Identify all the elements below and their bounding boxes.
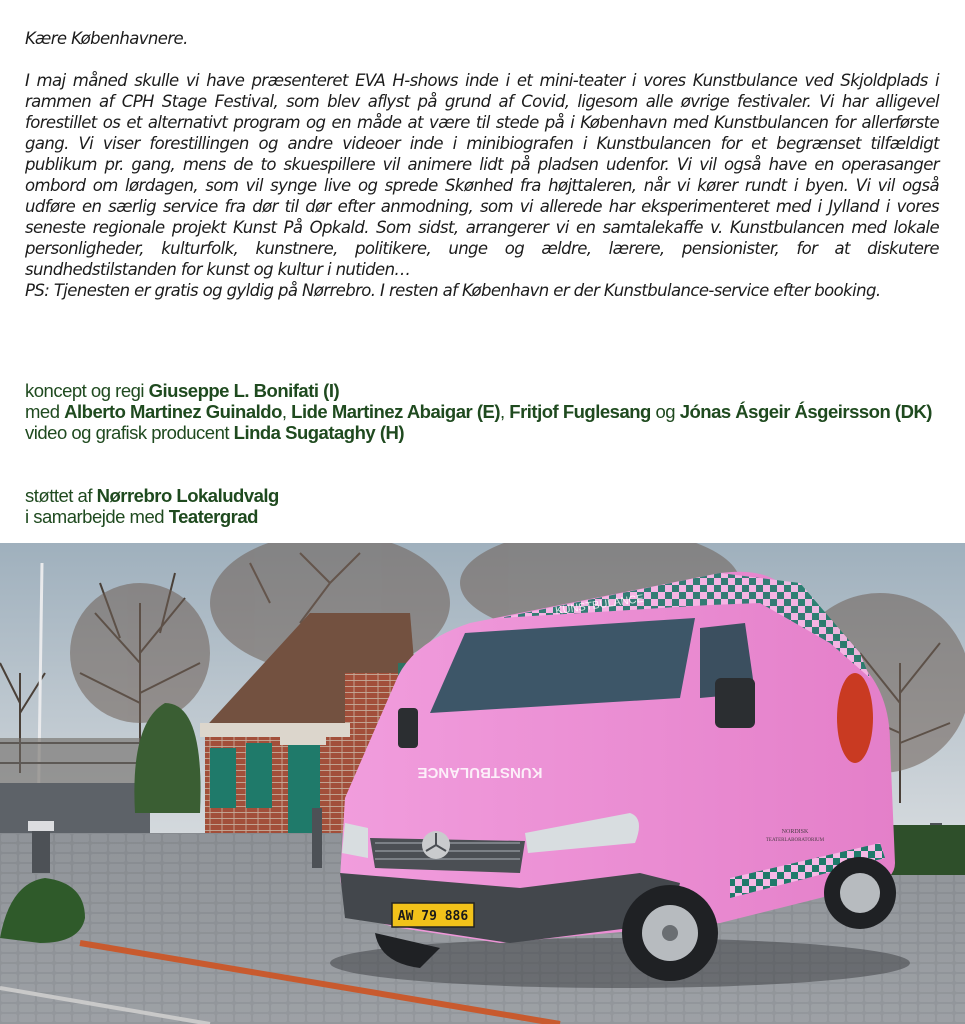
credit-concept: koncept og regi Giuseppe L. Bonifati (I) <box>25 380 340 401</box>
letter <box>25 28 939 301</box>
credit-collab: i samarbejde med Teatergrad <box>25 506 258 527</box>
van-hood-text: KUNSTBULANCE <box>417 764 543 781</box>
credit-concept-name: Giuseppe L. Bonifati (I) <box>148 380 340 401</box>
van-logo <box>837 673 873 763</box>
kunstbulance-photo <box>0 543 965 1024</box>
license-plate-text: AW 79 886 <box>397 909 469 924</box>
van-roof-text: KUNSTBULANCE <box>554 592 645 618</box>
credit-support-name: Nørrebro Lokaludvalg <box>96 485 279 506</box>
headlight-left <box>342 823 368 858</box>
credit-video: video og grafisk producent Linda Sugataghy (H) <box>25 422 405 443</box>
van-door-text-2: TEATERLABORATORIUM <box>765 838 825 843</box>
letter-greeting: Kære Københavnere. <box>25 29 188 48</box>
hedge-right <box>890 825 965 875</box>
side-mirror <box>715 678 755 728</box>
credit-cast-name: Fritjof Fuglesang <box>509 401 651 422</box>
credit-support: støttet af Nørrebro Lokaludvalg <box>25 485 279 506</box>
credit-cast: med Alberto Martinez Guinaldo, Lide Martinez Abaigar (E), Fritjof Fuglesang og Jónas Ásgeir Ásgeirsson (DK) <box>25 401 932 422</box>
credit-video-name: Linda Sugataghy (H) <box>233 422 405 443</box>
fence <box>0 738 150 833</box>
letter-body: I maj måned skulle vi have præsenteret EVA H-shows inde i et mini-teater i vores Kunstbulance ved Skjoldplads i rammen af CPH Stage Festival, som blev aflyst på grund af Covid, ligesom alle øvrige festivaler. Vi har alligevel forestillet os et alternativt program og en måde at være til stede på i København med Kunstbulancen for allerførste gang. Vi viser forestillingen og andre videoer inde i minibiografen i Kunstbulancen for et begrænset tilfældigt publikum pr. gang, mens de to skuespillere vil animere lidt på pladsen udenfor. Vi vil også have en operasanger ombord om lørdagen, som vil synge live og sprede Skønhed fra højttaleren, når vi kører rundt i byen. Vi vil også udføre en særlig service fra dør til dør efter anmodning, som vi allerede har eksperimenteret med i Jylland i vores seneste regionale projekt Kunst På Opkald. Som sidst, arrangerer vi en samtalekaffe v. Kunstbulancen med lokale personligheder, kulturfolk, kunstnere, politikere, unge og ældre, lærere, pensionister, for at diskutere sundhedstilstanden for kunst og kultur i nutiden… <box>25 71 939 279</box>
credits <box>25 380 945 527</box>
credit-cast-name: Alberto Martinez Guinaldo <box>64 401 282 422</box>
credit-collab-name: Teatergrad <box>168 506 258 527</box>
van-door-text-1: NORDISK <box>781 829 809 835</box>
letter-ps: PS: Tjenesten er gratis og gyldig på Nørrebro. I resten af København er der Kunstbulance-service efter booking. <box>25 281 881 300</box>
credit-cast-name: Jónas Ásgeir Ásgeirsson (DK) <box>679 401 932 422</box>
credit-cast-name: Lide Martinez Abaigar (E) <box>291 401 500 422</box>
